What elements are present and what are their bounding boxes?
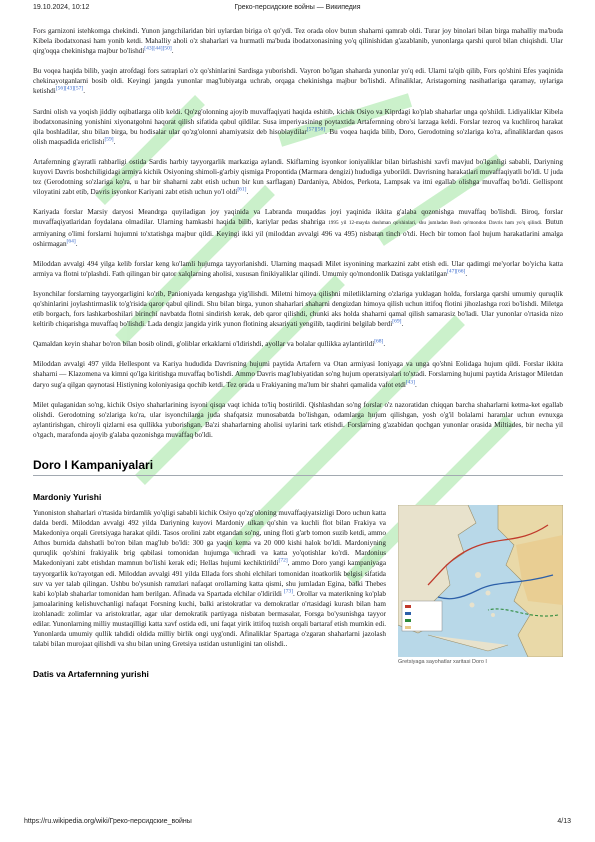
- print-page-title: Греко-персидские войны — Википедия: [234, 4, 361, 11]
- reference-link[interactable]: [72]: [278, 558, 288, 565]
- section-heading: Doro I Kampaniyalari: [33, 458, 563, 476]
- reference-link[interactable]: [47][66]: [447, 268, 466, 275]
- page-number: 4/13: [557, 818, 571, 825]
- map-caption: Gretsiyaga sayohatlar xaritasi Doro I: [398, 659, 487, 665]
- print-footer: [0, 818, 595, 828]
- paragraph: Isyonchilar forslarning tayyorgarligini ko'rib, Panioniyada kengashga yig'ilishdi. Miletni himoya qilishni miletliklarning o'zlariga yuklagan holda, forslarga qarshi umumiy quruqlik qo'shinlarini joylashtirmaslik to'g'risida qaror qabul qilindi. Shu bilan birga, yunon shaharlari shaharni dengizdan himoya qilish uchun ittifoq flotini jihozlashga rozi bo'lishdi. Miletga etib borgach, fors lashkarboshilari birinchi navbatda flotni sindirish kerak, deb qaror qilishdi, chunki aks holda shaharni qamal qilish samarasiz bo'ladi. Ular yunonlar o'rtasida nizo keltirib chiqarishga muvaffaq bo'lishdi. Lada dengiz jangida yirik yunon flotining aksariyati yengilib, taqdirini belgilab berdi[69].: [33, 289, 563, 329]
- paragraph: Artafernning g'ayratli rahbarligi ostida Sardis harbiy tayyorgarlik markaziga aylandi. Skiflarning isyonkor ioniyaliklar bilan birlashishi xavfi mavjud bo'lganligi sababli, Dariyning kuyovi Davris boshchiligidagi armiya kichik Osiyoning shimoli-g'arbiy qismiga Propontida (Marmara dengizi) hududiga yuborildi. Davrisning harakatlari muvaffaqiyatli bo'ldi. U juda tez (Gerodotning so'zlariga ko'ra, u har bir shaharni zabt etish uchun bir kun sarflagan) Dardaniya, Abidos, Perkota, Lampsak va itni egallab olishga muvaffaq bo'ldi. Gellispont viloyatini zabt etib, Davris isyonkor Kariyani zabt etish uchun yo'l oldi[61].: [33, 157, 563, 197]
- paragraph: Kariyada forslar Marsiy daryosi Meandrga quyiladigan joy yaqinida va Labranda muqaddas joyi yaqinida ikkita g'alaba qozonishga muvaffaq bo'lishdi. Biroq, forslar muvaffaqiyatlaridan foydalana olmadilar. Ularning hamkasbi haqida bilib, kariylar pedas shahriga 1995 yil 12-mayda dushman qo'shinlari, shu jumladan Bosh qo'mondon Davris ham yo'q qilindi. Butun armiyaning o'limi forslarni hujumni to'xtatishga majbur qildi. Keyingi ikki yil (miloddan avvalgi 496 va 495) nisbatan tinch o'tdi. Hech bir tomon faol hujum harakatlarini amalga oshirmagan[64].: [33, 208, 564, 248]
- map-figure[interactable]: [398, 505, 563, 665]
- print-header: [0, 4, 595, 14]
- paragraph: Milet qulaganidan so'ng, kichik Osiyo shaharlarining isyoni qisqa vaqt ichida to'liq bostirildi. Qishlashdan so'ng forslar o'z nazoratidan chiqqan barcha shaharlarni ketma-ket egallab olishdi. Gerodotning so'zlariga ko'ra, ular isyonchilarga juda shafqatsiz munosabatda bo'lishgan, odamlarga hujum qilishgan, yosh o'g'il bolalarni haramlar uchun evnuxga aylantirishgan, chiroyli qizlarni esa qullikka yuborishgan. Ba'zi shaharlarning aholisi uylarini tark etishdi. Forslarning g'azabidan qochgan yunonlar orasida Miltiades, bir necha yil o'tgach, marafonda ajoyib g'alaba qozonishga muvaffaq bo'ldi.: [33, 400, 563, 439]
- reference-link[interactable]: [68]: [374, 338, 384, 345]
- subsection-heading: Mardoniy Yurishi: [33, 492, 102, 502]
- reference-link[interactable]: [43]: [405, 379, 415, 386]
- paragraph: Miloddan avvalgi 497 yilda Hellespont va Kariya hududida Davrisning hujumi paytida Artafern va Otan armiyasi Ioniyaga va unga qo'shni Eolidaga hujum qildi. Forslar ikkita shaharni — Klazomena va kimni qo'lga kiritishga muvaffaq bo'lishdi. Ammo Davris mag'lubiyatidan so'ng hujum operatsiyalari to'xtadi. Forslarning hujumi paytida Aristagor Miletdan daryo sug'a qilgan qaynotasi Histiyning koloniyasiga qochib ketdi. Tez orada u Frakiyaning ma'lum bir shahri qamalida vafot etdi[43].: [33, 360, 563, 389]
- subsection-heading: Datis va Artafernning yurishi: [33, 669, 149, 679]
- reference-link[interactable]: [59]: [104, 136, 114, 143]
- paragraph: Qamaldan keyin shahar bo'ron bilan bosib olindi, g'oliblar erkaklarni o'ldirishdi, ayollar va bolalar qullikka aylantirildi[68].: [33, 338, 386, 349]
- paragraph: Fors garnizoni istehkomga chekindi. Yunon jangchilaridan biri uylardan biriga o't qo'ydi. Tez orada olov butun shaharni qamrab oldi. Turar joy binolari bilan birga mahalliy ma'buda Kibela ibodatxonasi ham yonib ketdi. Mahalliy aholi o'z shaharlari va hurmatli ma'buda ibodatxonasining yo'q qilinishidan g'azablanib, yunonlarga qarshi qurol bilan chiqishdi. Ular qirg'oqqa chekinishga majbur bo'lishdi[43][44][50].: [33, 27, 563, 56]
- reference-link[interactable]: [69]: [392, 318, 402, 325]
- reference-link[interactable]: [61]: [237, 186, 247, 193]
- paragraph: Sardni olish va yoqish jiddiy oqibatlarga olib keldi. Qo'zg'olonning ajoyib muvaffaqiyati haqida eshitib, kichik Osiyo va Kiprdagi ko'plab shaharlar unga qo'shildi. Lidiyaliklar Kibela ibodatxonasining yonishini xiyonatgohni haqorat qilish sifatida qabul qildilar. Susa imperiyasining poytaxtida Artafernning obro'si larzaga keldi. Forslar tezroq va kuchliroq harakat qila boshladilar, shu bilan birga, bu hodisalar ular qo'zg'olonni ahamiyatsiz deb hisoblaydilar[57][58]. Bu voqea haqida bilib, Doro, Gerodotning so'zlariga ko'ra, afinaliklardan qasos olish maqsadida ericlishi[59].: [33, 107, 563, 146]
- page-url: https://ru.wikipedia.org/wiki/Греко-персидские_войны: [24, 818, 192, 825]
- reference-link[interactable]: [43][44][50]: [144, 45, 172, 52]
- reference-link[interactable]: [64]: [66, 238, 76, 245]
- article-body: [33, 26, 563, 685]
- paragraph: Bu voqea haqida bilib, yaqin atrofdagi fors satraplari o'z qo'shinlarini Sardisga yuborishdi. Vayron bo'lgan shaharda yunonlar yo'q edi. Ularni ta'qib qilib, Fors qo'shini Efes yaqinida chekinayotganlarni bosib oldi. Keyingi jangda yunonlar mag'lubiyatga uchrab, orqaga chekinishga majbur bo'lishdi. Afinaliklar, Aristagorning nasihatlariga qaramay, uylariga ketishdi[56][43][57].: [33, 67, 563, 96]
- reference-link[interactable]: [57][58]: [306, 126, 326, 133]
- reference-link[interactable]: [56][43][57]: [55, 86, 84, 93]
- paragraph: Yunoniston shaharlari o'rtasida birdamlik yo'qligi sababli kichik Osiyo qo'zg'oloning muvaffaqiyatsizligi Doro uchun katta dalda berdi. Miloddan avvalgi 492 yilda Dariyning kuyovi Mardoniy ulkan qo'shin va kuchli flot bilan Frakiya va Makedoniya orqali Gretsiyaga harakat qildi. Tasos orolini zabt etgandan so'ng, uning floti g'arb tomon suzib ketdi, ammo Athos burnida dahshatli bo'ron bilan mag'lub bo'ldi: 300 ga yaqin kema va 20 000 kishi halok bo'ldi. Mardoniyning quruqlik qo'shini frakiyalik brig qabilasi tomonidan hujumga uchradi va katta yo'qotishlar ko'rdi. Mardonius Makedoniyani zabt etishdan mamnun bo'lishi kerak edi; Hellas hujumi kechiktirildi[72], ammo Doro yangi kampaniyaga tayyorgarlik ko'rayotgan edi. Miloddan avvalgi 491 yilda Ellada fors shohi elchilari tomonidan itoatkorlik belgisi sifatida suv va yer talab qilingan. Ushbu bo'ysunish ramzlari nafaqat orollarning katta qismi, shu jumladan Egina, balki Thebes kabi ko'plab shaharlar tomonidan ham berilgan. Afinada va Spartada elchilar o'ldirildi [73]. Orollar va materikning ko'plab jamoalarining kelishuvchanligi nafaqat Forsning kuchi, balki aristokratlar va demokratlar o'rtasidagi kurash bilan ham izohlanadi: zolimlar va aristokratlar, agar ular demokratik partiyaga nisbatan bermasalar, Forsga bo'ysunishga tayyor edilar. Yunonlarning milliy mustaqilligi katta xavf ostida edi, uni faqat yirik ittifoq tuzish orqali bartaraf etish mumkin edi. Yunonlarda umumiy qullik tahdidi oldida milliy birlik ongi uyg'ondi. Afinaliklar Spartaga o'zgaran shaharlarni jazolash talabi bilan murojaat qilishdi va shu bilan uning Gretsiya ustidan ustunligini tan olishdi..: [33, 509, 387, 649]
- print-datetime: 19.10.2024, 10:12: [33, 4, 90, 11]
- paragraph: Miloddan avvalgi 494 yilga kelib forslar keng ko'lamli hujumga tayyorlanishdi. Ularning maqsadi Milet isyonining markazini zabt etish edi. Ular qadimgi me'yorlar bo'yicha katta armiya va flotni to'plashdi. Fath qilingan bir qator xalqlarning aholisi, xususan finikiyaliklar qilindi. Umumiy qo'mondonlik Datisga yuklatilgan[47][66].: [33, 259, 563, 278]
- reference-link[interactable]: [73]: [283, 588, 294, 595]
- campaign-map-image[interactable]: [398, 505, 563, 657]
